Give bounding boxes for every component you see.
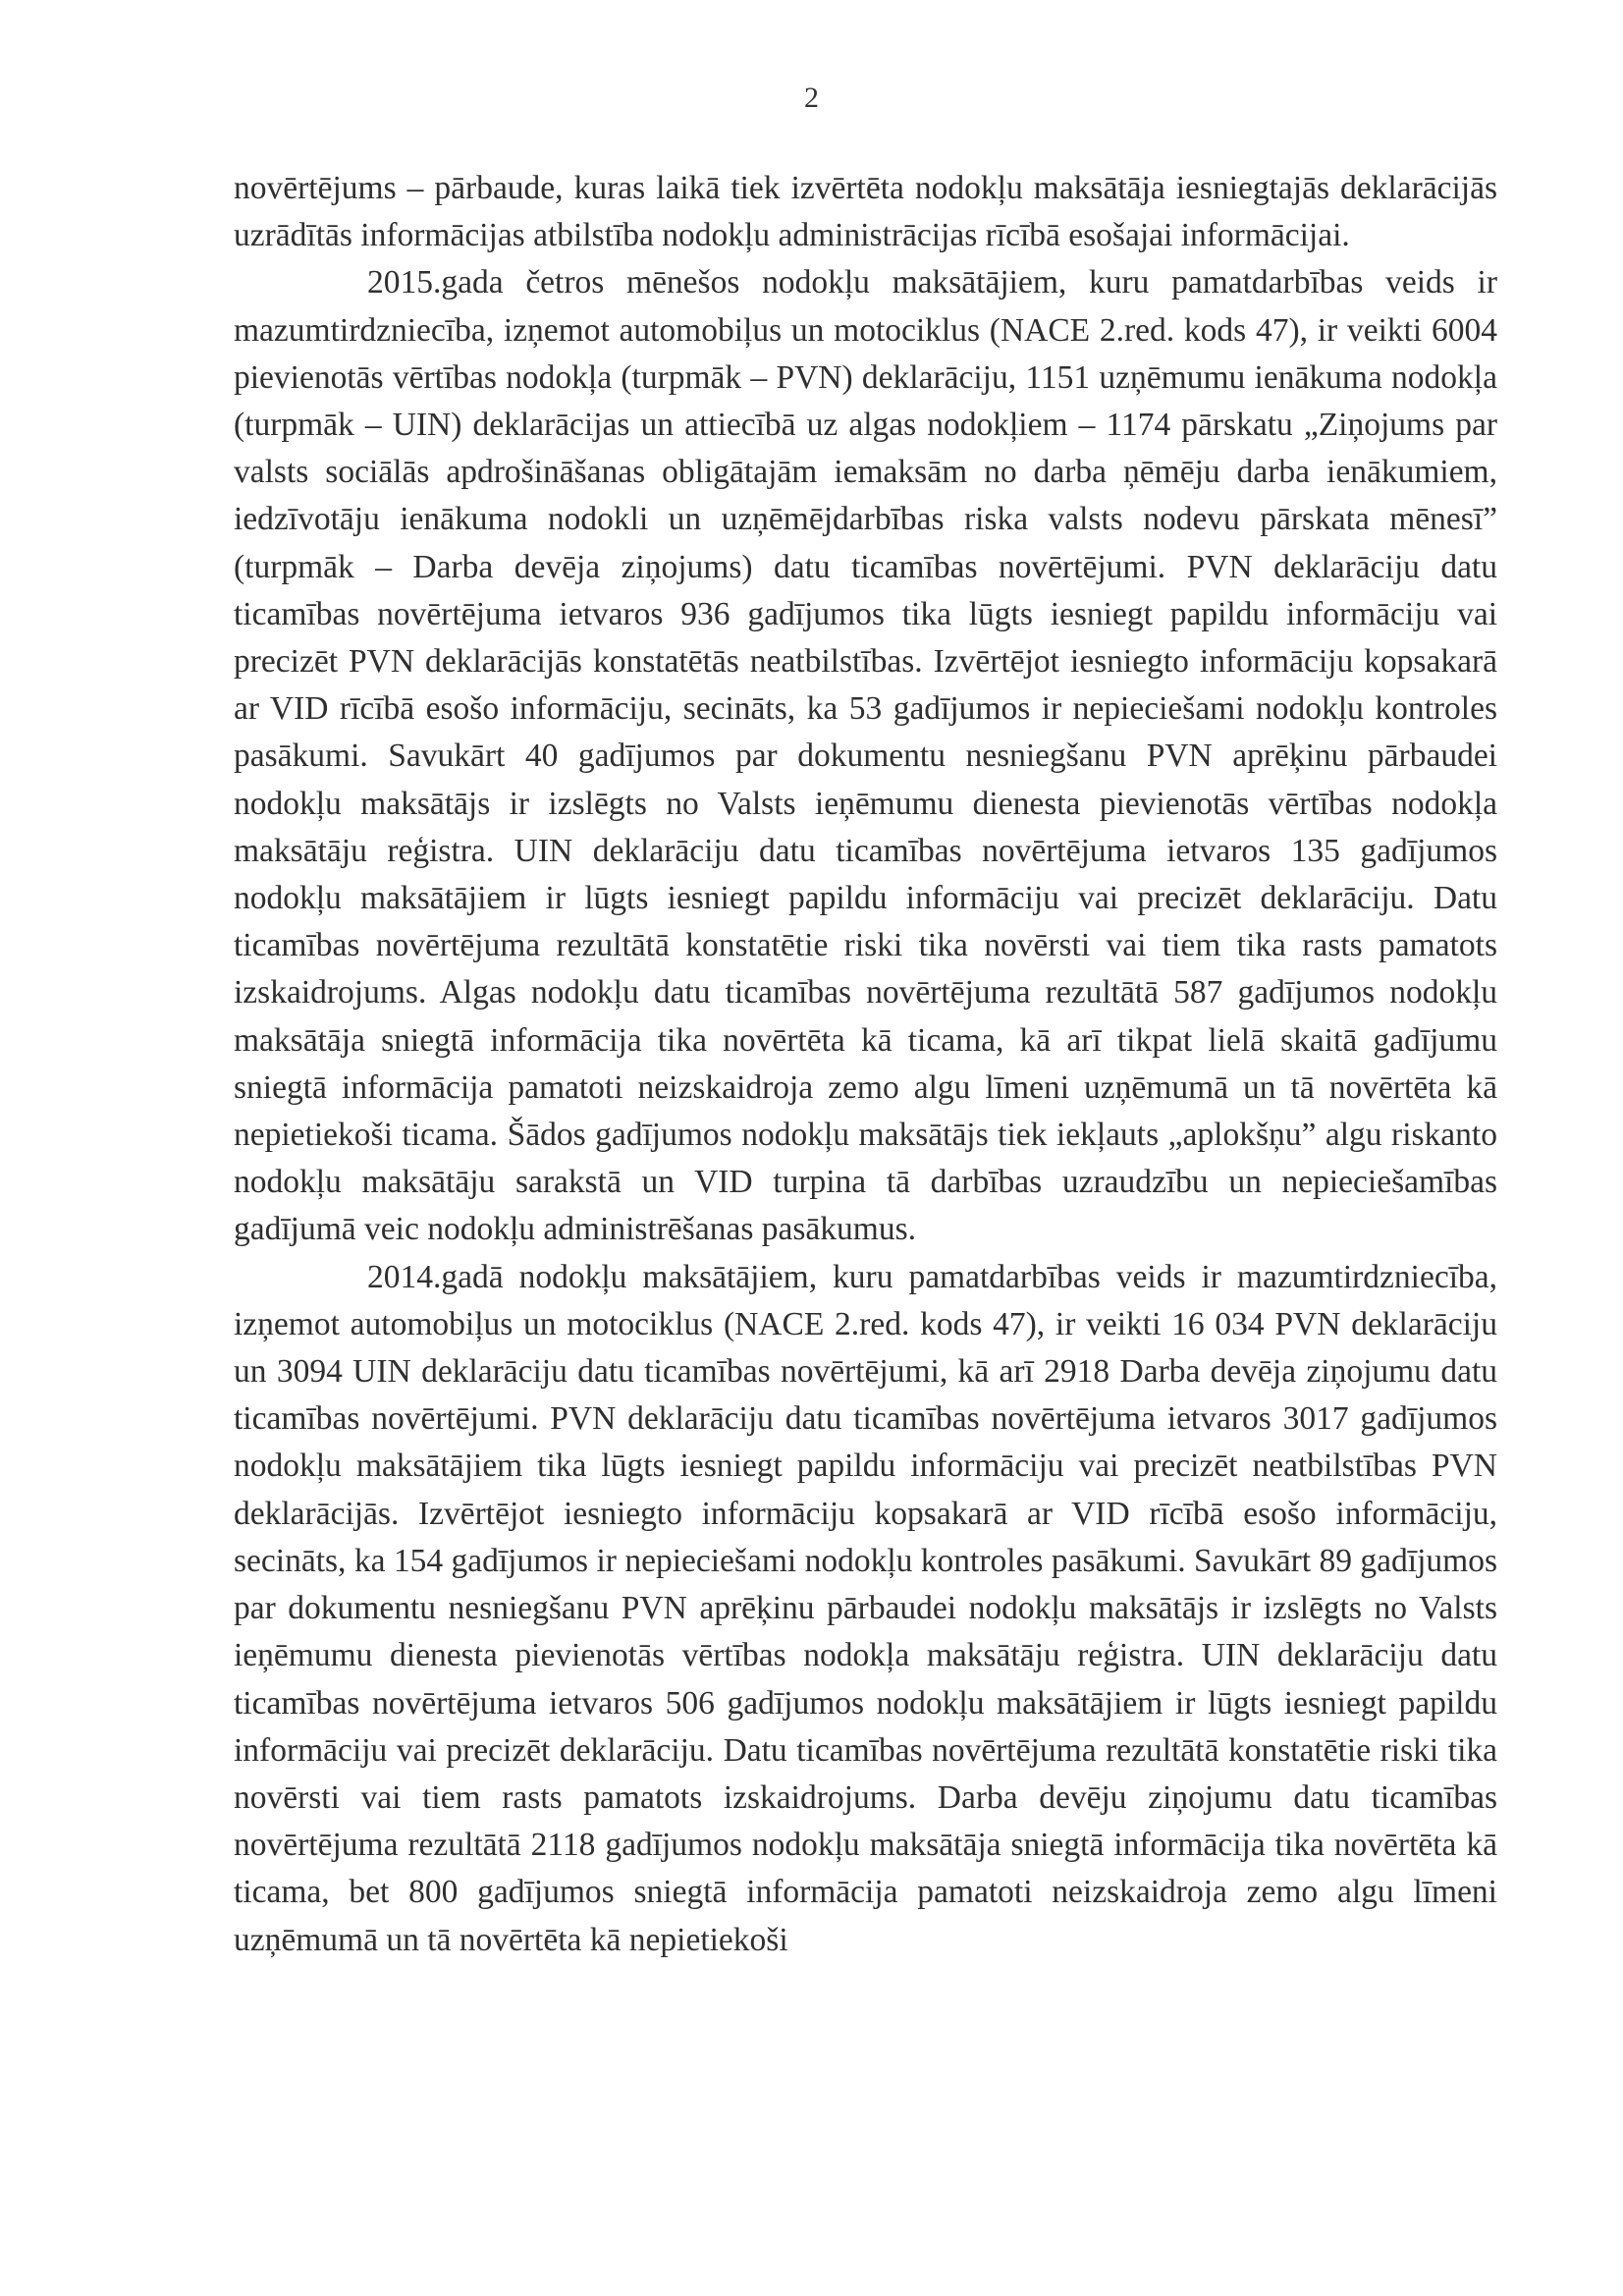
paragraph-definition-continuation: novērtējums – pārbaude, kuras laikā tiek izvērtēta nodokļu maksātāja iesniegtajās deklarācijās uzrādītās informācijas atbilstība nodokļu administrācijas rīcībā esošajai informācijai.: [234, 170, 1497, 254]
paragraph-2015-results: 2015.gada četros mēnešos nodokļu maksātājiem, kuru pamatdarbības veids ir mazumtirdzniecība, izņemot automobiļus un motociklus (NACE 2.red. kods 47), ir veikti 6004 pievienotās vērtības nodokļa (turpmāk – PVN) deklarāciju, 1151 uzņēmumu ienākuma nodokļa (turpmāk – UIN) deklarācijas un attiecībā uz algas nodokļiem – 1174 pārskatu „Ziņojums par valsts sociālās apdrošināšanas obligātajām iemaksām no darba ņēmēju darba ienākumiem, iedzīvotāju ienākuma nodokli un uzņēmējdarbības riska valsts nodevu pārskata mēnesī” (turpmāk – Darba devēja ziņojums) datu ticamības novērtējumi. PVN deklarāciju datu ticamības novērtējuma ietvaros 936 gadījumos tika lūgts iesniegt papildu informāciju vai precizēt PVN deklarācijās konstatētās neatbilstības. Izvērtējot iesniegto informāciju kopsakarā ar VID rīcībā esošo informāciju, secināts, ka 53 gadījumos ir nepieciešami nodokļu kontroles pasākumi. Savukārt 40 gadījumos par dokumentu nesniegšanu PVN aprēķinu pārbaudei nodokļu maksātājs ir izslēgts no Valsts ieņēmumu dienesta pievienotās vērtības nodokļa maksātāju reģistra. UIN deklarāciju datu ticamības novērtējuma ietvaros 135 gadījumos nodokļu maksātājiem ir lūgts iesniegt papildu informāciju vai precizēt deklarāciju. Datu ticamības novērtējuma rezultātā konstatētie riski tika novērsti vai tiem tika rasts pamatots izskaidrojums. Algas nodokļu datu ticamības novērtējuma rezultātā 587 gadījumos nodokļu maksātāja sniegtā informācija tika novērtēta kā ticama, kā arī tikpat lielā skaitā gadījumu sniegtā informācija pamatoti neizskaidroja zemo algu līmeni uzņēmumā un tā novērtēta kā nepietiekoši ticama. Šādos gadījumos nodokļu maksātājs tiek iekļauts „aplokšņu” algu riskanto nodokļu maksātāju sarakstā un VID turpina tā darbības uzraudzību un nepieciešamības gadījumā veic nodokļu administrēšanas pasākumus.: [234, 264, 1497, 1248]
paragraph-2014-results: 2014.gadā nodokļu maksātājiem, kuru pamatdarbības veids ir mazumtirdzniecība, izņemot automobiļus un motociklus (NACE 2.red. kods 47), ir veikti 16 034 PVN deklarāciju un 3094 UIN deklarāciju datu ticamības novērtējumi, kā arī 2918 Darba devēja ziņojumu datu ticamības novērtējumi. PVN deklarāciju datu ticamības novērtējuma ietvaros 3017 gadījumos nodokļu maksātājiem tika lūgts iesniegt papildu informāciju vai precizēt neatbilstības PVN deklarācijās. Izvērtējot iesniegto informāciju kopsakarā ar VID rīcībā esošo informāciju, secināts, ka 154 gadījumos ir nepieciešami nodokļu kontroles pasākumi. Savukārt 89 gadījumos par dokumentu nesniegšanu PVN aprēķinu pārbaudei nodokļu maksātājs ir izslēgts no Valsts ieņēmumu dienesta pievienotās vērtības nodokļa maksātāju reģistra. UIN deklarāciju datu ticamības novērtējuma ietvaros 506 gadījumos nodokļu maksātājiem ir lūgts iesniegt papildu informāciju vai precizēt deklarāciju. Datu ticamības novērtējuma rezultātā konstatētie riski tika novērsti vai tiem rasts pamatots izskaidrojums. Darba devēju ziņojumu datu ticamības novērtējuma rezultātā 2118 gadījumos nodokļu maksātāja sniegtā informācija tika novērtēta kā ticama, bet 800 gadījumos sniegtā informācija pamatoti neizskaidroja zemo algu līmeni uzņēmumā un tā novērtēta kā nepietiekoši: [234, 1258, 1497, 1958]
body-text: [234, 165, 1497, 1964]
page-number: 2: [804, 82, 819, 114]
